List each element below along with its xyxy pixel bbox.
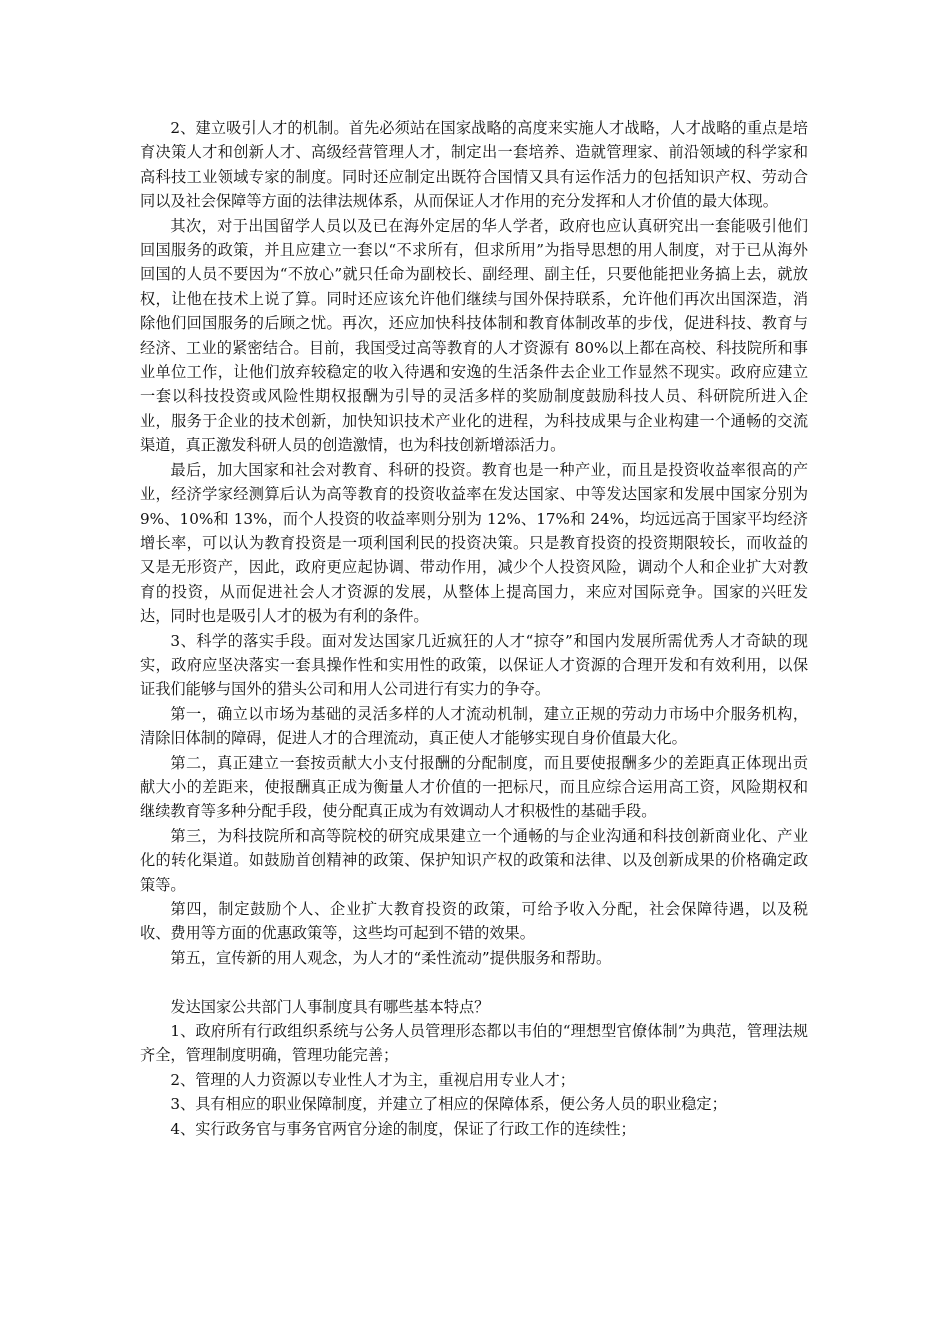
paragraph: 第一，确立以市场为基础的灵活多样的人才流动机制，建立正规的劳动力市场中介服务机构，清除旧体制的障碍，促进人才的合理流动，真正使人才能够实现自身价值最大化。 [140, 704, 808, 748]
paragraph: 2、建立吸引人才的机制。首先必须站在国家战略的高度来实施人才战略，人才战略的重点是培育决策人才和创新人才、高级经营管理人才，制定出一套培养、造就管理家、前沿领域的科学家和高科技工业领域专家的制度。同时还应制定出既符合国情又具有运作活力的包括知识产权、劳动合同以及社会保障等方面的法律法规体系，从而保证人才作用的充分发挥和人才价值的最大体现。 [140, 119, 808, 211]
section-question: 发达国家公共部门人事制度具有哪些基本特点？ [170, 997, 490, 1016]
paragraph: 2、管理的人力资源以专业性人才为主，重视启用专业人才； [170, 1070, 575, 1089]
paragraph: 3、具有相应的职业保障制度，并建立了相应的保障体系，便公务人员的职业稳定； [170, 1095, 727, 1114]
paragraph: 第五，宣传新的用人观念，为人才的“柔性流动”提供服务和帮助。 [170, 948, 612, 967]
paragraph: 第四，制定鼓励个人、企业扩大教育投资的政策，可给予收入分配，社会保障待遇，以及税收、费用等方面的优惠政策等，这些均可起到不错的效果。 [140, 900, 808, 943]
paragraph-gap [140, 970, 808, 994]
paragraph: 最后，加大国家和社会对教育、科研的投资。教育也是一种产业，而且是投资收益率很高的产业，经济学家经测算后认为高等教育的投资收益率在发达国家、中等发达国家和发展中国家分别为 9%、10%和 13%，而个人投资的收益率则分别为 12%、17%和 24%，均远远高于国家平均经济增长率，可以认为教育投资是一项利国利民的投资决策。只是教育投资的投资期限较长，而收益的又是无形资产，因此，政府更应起协调、带动作用，减少个人投资风险，调动个人和企业扩大对教育的投资，从而促进社会人才资源的发展，从整体上提高国力，来应对国际竞争。国家的兴旺发达，同时也是吸引人才的极为有利的条件。 [140, 460, 808, 626]
paragraph: 第三，为科技院所和高等院校的研究成果建立一个通畅的与企业沟通和科技创新商业化、产业化的转化渠道。如鼓励首创精神的政策、保护知识产权的政策和法律、以及创新成果的价格确定政策等。 [140, 826, 808, 894]
paragraph: 1、政府所有行政组织系统与公务人员管理形态都以韦伯的“理想型官僚体制”为典范，管理法规齐全，管理制度明确，管理功能完善； [140, 1022, 808, 1065]
paragraph: 第二，真正建立一套按贡献大小支付报酬的分配制度，而且要使报酬多少的差距真正体现出贡献大小的差距来，使报酬真正成为衡量人才价值的一把标尺，而且应综合运用高工资，风险期权和继续教育等多种分配手段，使分配真正成为有效调动人才积极性的基础手段。 [140, 753, 808, 821]
document-body [140, 116, 808, 1141]
paragraph: 4、实行政务官与事务官两官分途的制度，保证了行政工作的连续性； [170, 1119, 636, 1138]
paragraph: 3、科学的落实手段。面对发达国家几近疯狂的人才“掠夺”和国内发展所需优秀人才奇缺的现实，政府应坚决落实一套具操作性和实用性的政策，以保证人才资源的合理开发和有效利用，以保证我们能够与国外的猎头公司和用人公司进行有实力的争夺。 [140, 631, 808, 699]
paragraph: 其次，对于出国留学人员以及已在海外定居的华人学者，政府也应认真研究出一套能吸引他们回国服务的政策，并且应建立一套以“不求所有，但求所用”为指导思想的用人制度，对于已从海外回国的人员不要因为“不放心”就只任命为副校长、副经理、副主任，只要他能把业务搞上去，就放权，让他在技术上说了算。同时还应该允许他们继续与国外保持联系，允许他们再次出国深造，消除他们回国服务的后顾之忧。再次，还应加快科技体制和教育体制改革的步伐，促进科技、教育与经济、工业的紧密结合。目前，我国受过高等教育的人才资源有 80%以上都在高校、科技院所和事业单位工作，让他们放弃较稳定的收入待遇和安逸的生活条件去企业工作显然不现实。政府应建立一套以科技投资或风险性期权报酬为引导的灵活多样的奖励制度鼓励科技人员、科研院所进入企业，服务于企业的技术创新，加快知识技术产业化的进程，为科技成果与企业构建一个通畅的交流渠道，真正激发科研人员的创造激情，也为科技创新增添活力。 [140, 216, 808, 455]
